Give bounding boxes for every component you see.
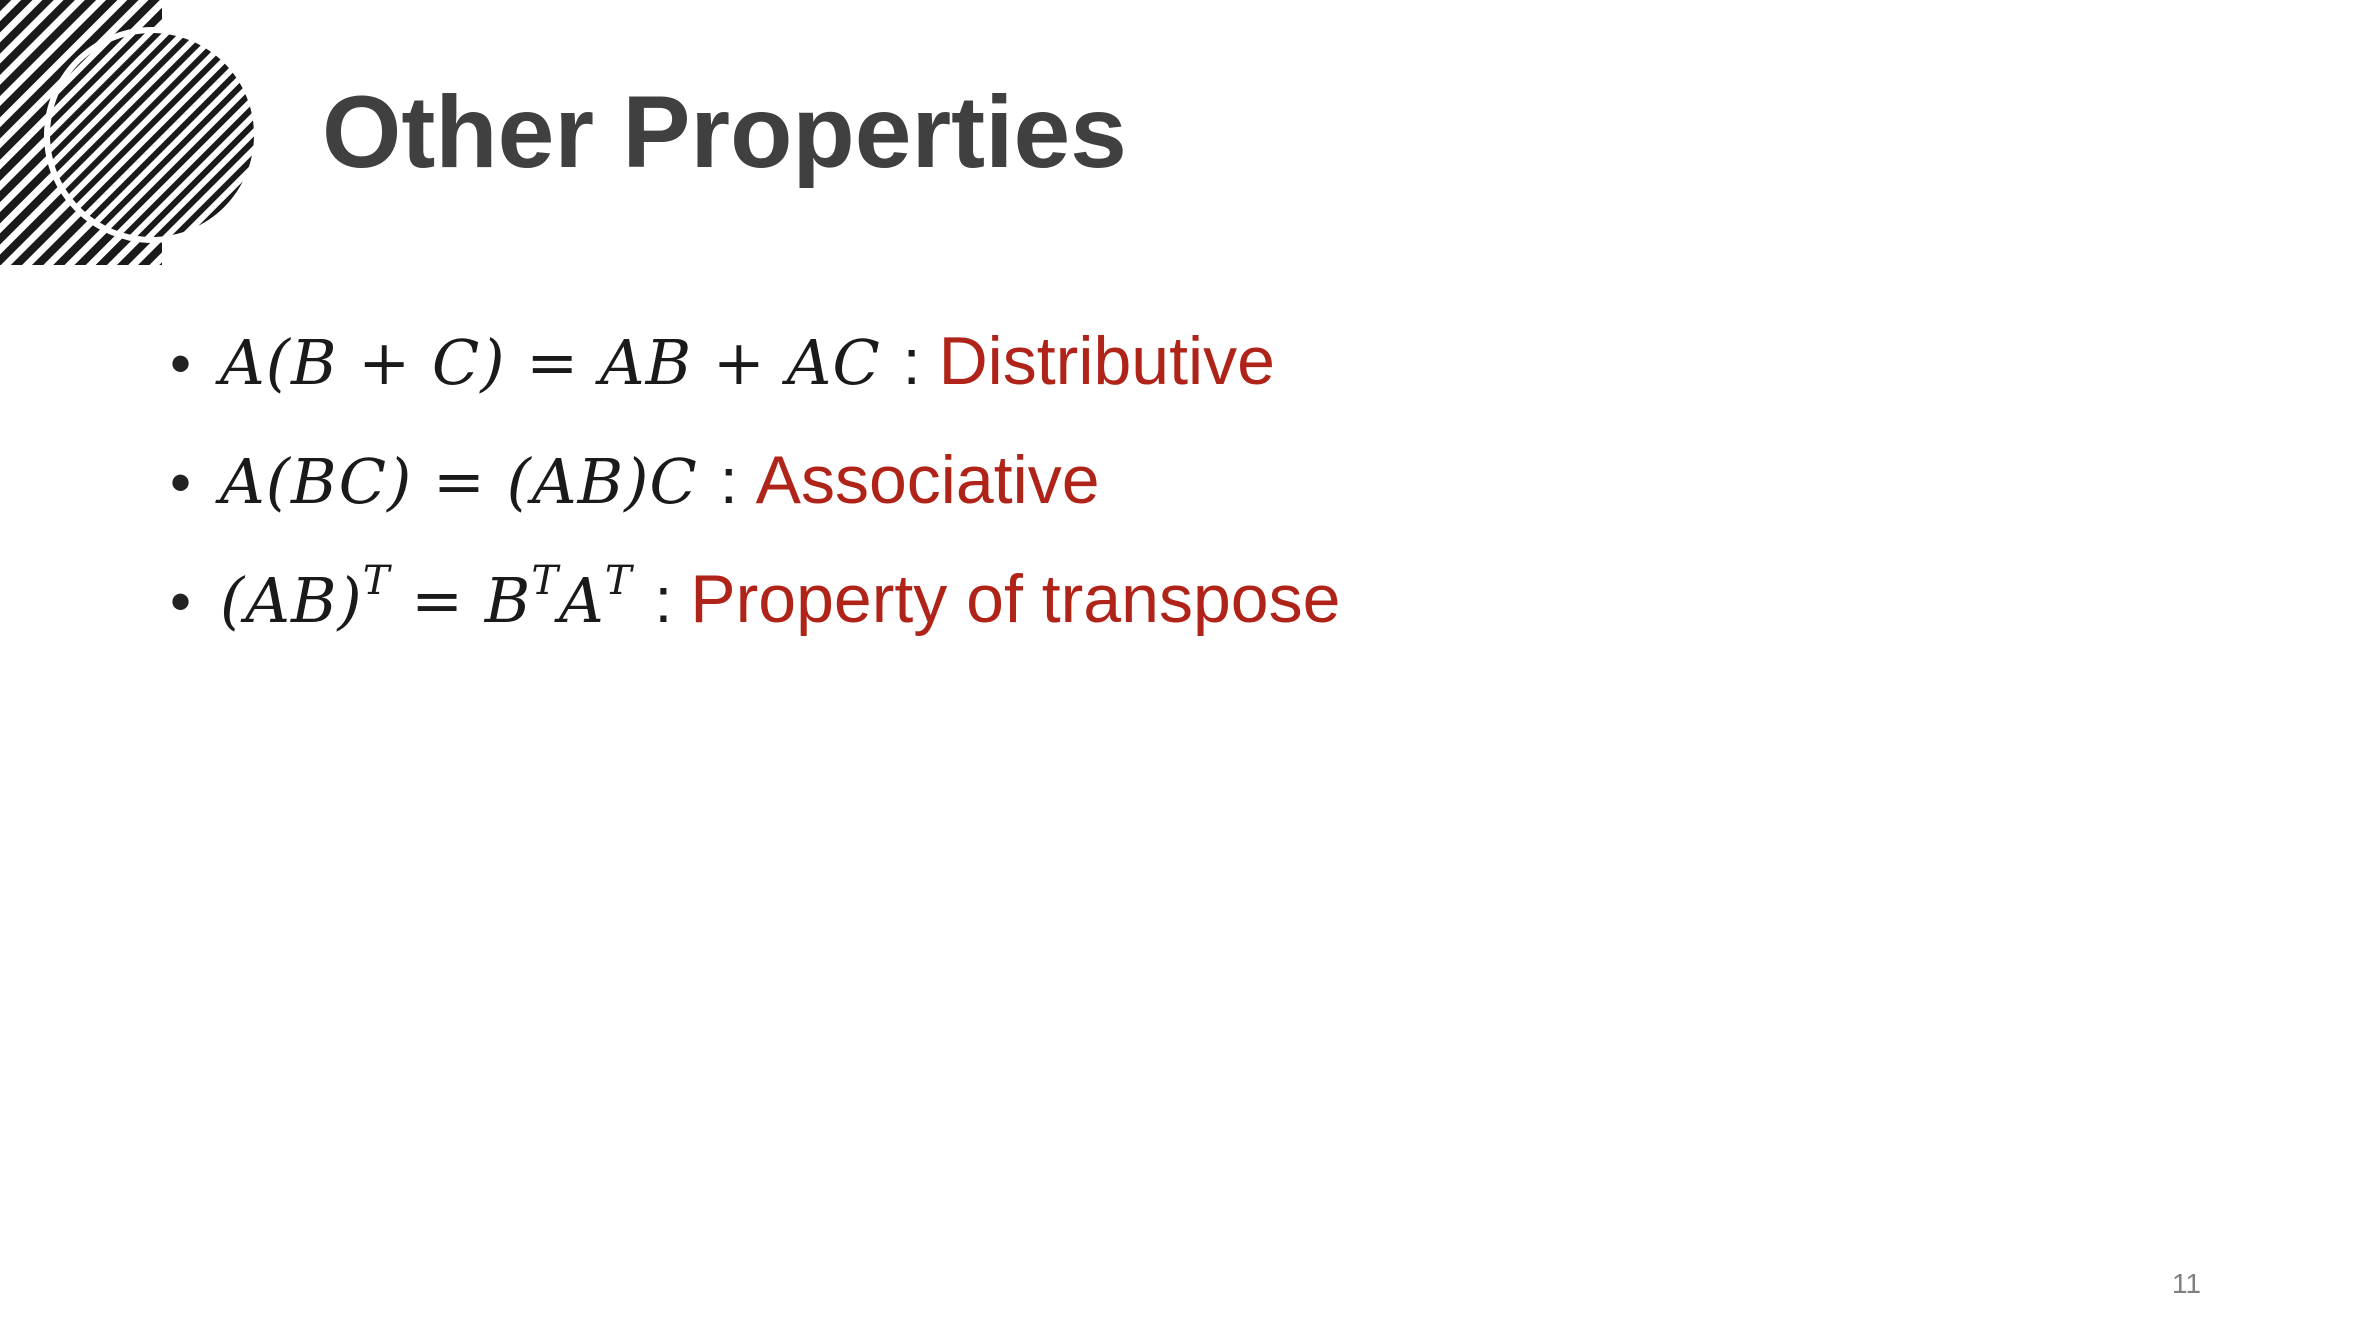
page-number: 11 (2172, 1268, 2202, 1299)
list-item-transpose (170, 560, 1340, 679)
formula-part: = B (390, 564, 532, 637)
formula-transpose (220, 558, 633, 637)
list-item-associative (170, 441, 1340, 560)
properties-list (170, 322, 1340, 679)
formula-distributive: A(B + C) = AB + AC (220, 326, 881, 399)
formula-superscript: T (531, 558, 560, 604)
separator: : (719, 445, 738, 517)
bullet-icon: • (170, 449, 192, 516)
label-distributive: Distributive (938, 323, 1275, 399)
bullet-icon: • (170, 330, 192, 397)
separator: : (654, 564, 673, 636)
formula-superscript: T (604, 558, 633, 604)
striped-circles-decoration (0, 0, 260, 270)
slide-title: Other Properties (322, 75, 1127, 189)
formula-superscript: T (362, 558, 391, 604)
label-associative: Associative (755, 442, 1100, 518)
bullet-icon: • (170, 568, 192, 635)
label-transpose: Property of transpose (690, 561, 1341, 637)
list-item-distributive (170, 322, 1340, 441)
formula-associative: A(BC) = (AB)C (220, 445, 698, 518)
formula-part: A (559, 564, 605, 637)
formula-part: (AB) (220, 564, 363, 637)
separator: : (902, 326, 921, 398)
